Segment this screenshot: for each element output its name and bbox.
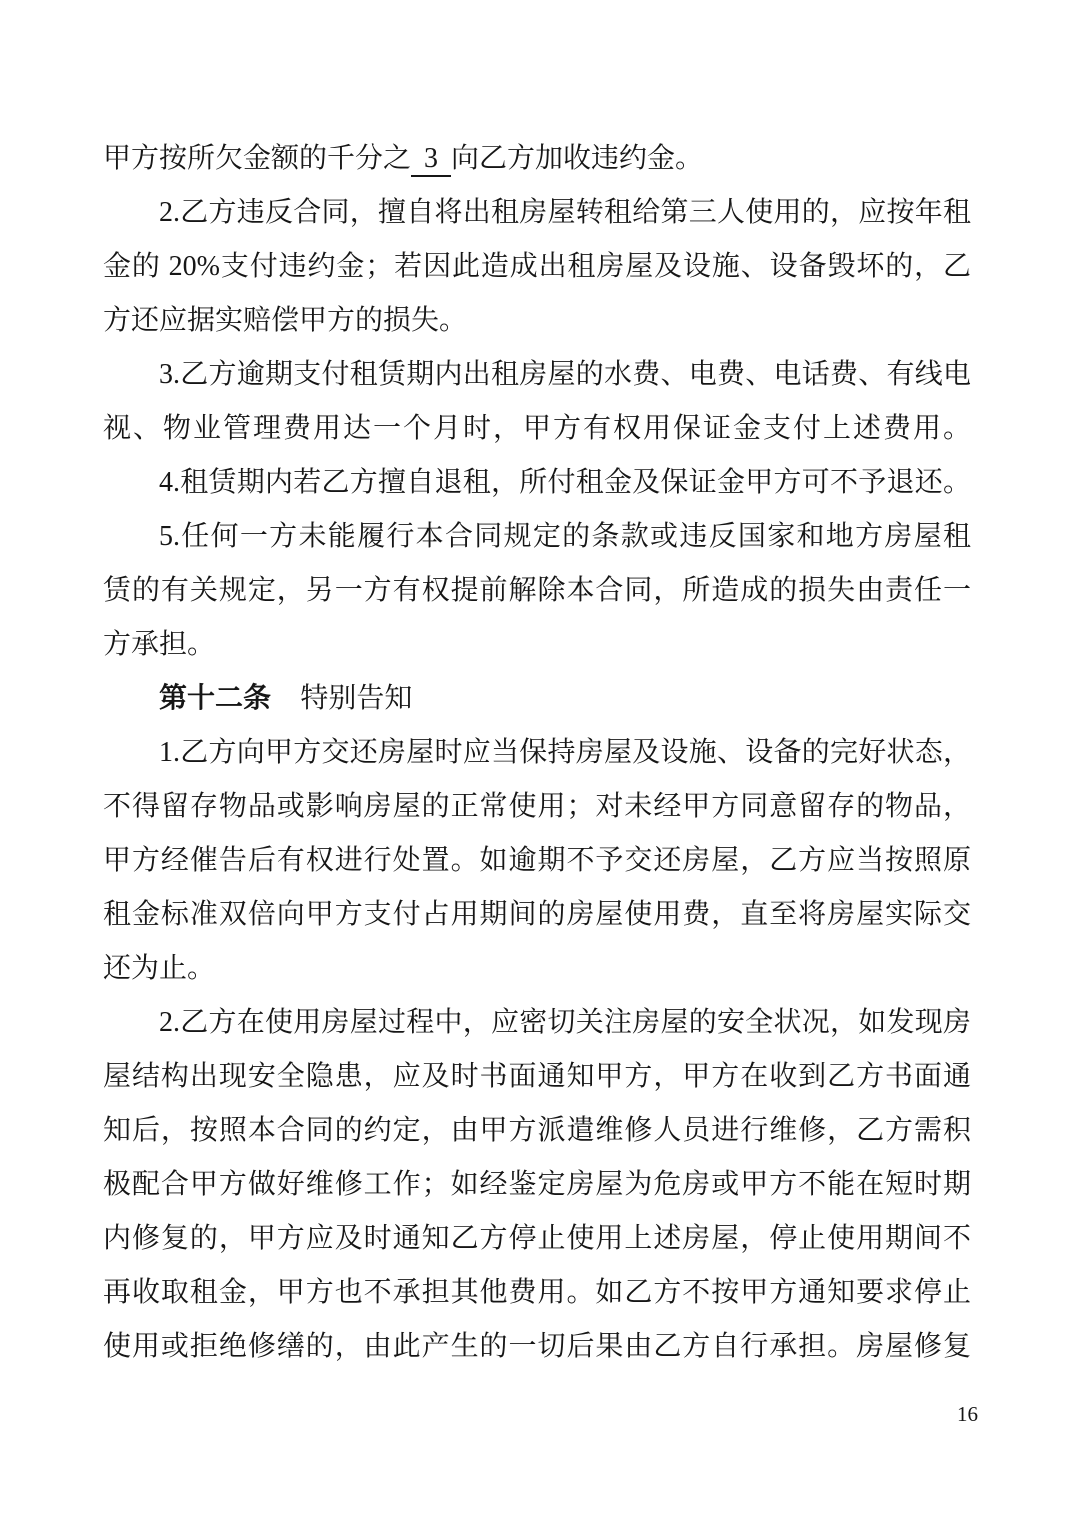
- clause-heading-title: 特别告知: [300, 683, 413, 714]
- text-line: 方还应据实赔偿甲方的损失。: [103, 305, 468, 336]
- text-line: 使用或拒绝修缮的，由此产生的一切后果由乙方自行承担。房屋修复: [103, 1331, 971, 1362]
- text-line: 2.乙方违反合同，擅自将出租房屋转租给第三人使用的，应按年租: [159, 197, 971, 228]
- text-line: 极配合甲方做好维修工作；如经鉴定房屋为危房或甲方不能在短时期: [103, 1169, 971, 1200]
- page-number: 16: [957, 1402, 978, 1426]
- clause-heading-number: 第十二条: [159, 683, 272, 714]
- text-line: 不得留存物品或影响房屋的正常使用；对未经甲方同意留存的物品，: [103, 791, 971, 822]
- text-line: 知后，按照本合同的约定，由甲方派遣维修人员进行维修，乙方需积: [103, 1115, 971, 1146]
- text-line: 赁的有关规定，另一方有权提前解除本合同，所造成的损失由责任一: [103, 575, 971, 606]
- text-line: 2.乙方在使用房屋过程中，应密切关注房屋的安全状况，如发现房: [159, 1007, 971, 1038]
- clause-heading: [103, 672, 971, 726]
- text-line: 还为止。: [103, 953, 216, 984]
- continuation-post-text: 向乙方加收违约金。: [451, 143, 704, 174]
- text-line: 租金标准双倍向甲方支付占用期间的房屋使用费，直至将房屋实际交: [103, 899, 971, 930]
- text-line: 视、物业管理费用达一个月时，甲方有权用保证金支付上述费用。: [103, 413, 971, 444]
- text-line: 屋结构出现安全隐患，应及时书面通知甲方，甲方在收到乙方书面通: [103, 1061, 971, 1092]
- text-line: 甲方经催告后有权进行处置。如逾期不予交还房屋，乙方应当按照原: [103, 845, 971, 876]
- text-line: 1.乙方向甲方交还房屋时应当保持房屋及设施、设备的完好状态，: [159, 737, 971, 768]
- text-line: 再收取租金，甲方也不承担其他费用。如乙方不按甲方通知要求停止: [103, 1277, 971, 1308]
- text-line-continuation: [103, 132, 971, 186]
- text-line: 5.任何一方未能履行本合同规定的条款或违反国家和地方房屋租: [159, 521, 971, 552]
- text-line: 4.租赁期内若乙方擅自退租，所付租金及保证金甲方可不予退还。: [159, 467, 971, 498]
- text-line: 3.乙方逾期支付租赁期内出租房屋的水费、电费、电话费、有线电: [159, 359, 971, 390]
- text-line: 方承担。: [103, 629, 216, 660]
- text-line: 金的 20%支付违约金；若因此造成出租房屋及设施、设备毁坏的，乙: [103, 251, 971, 282]
- contract-body: [103, 132, 971, 1374]
- text-line: 内修复的，甲方应及时通知乙方停止使用上述房屋，停止使用期间不: [103, 1223, 971, 1254]
- filled-blank-underline: 3: [411, 144, 451, 177]
- continuation-pre-text: 甲方按所欠金额的千分之: [103, 143, 412, 174]
